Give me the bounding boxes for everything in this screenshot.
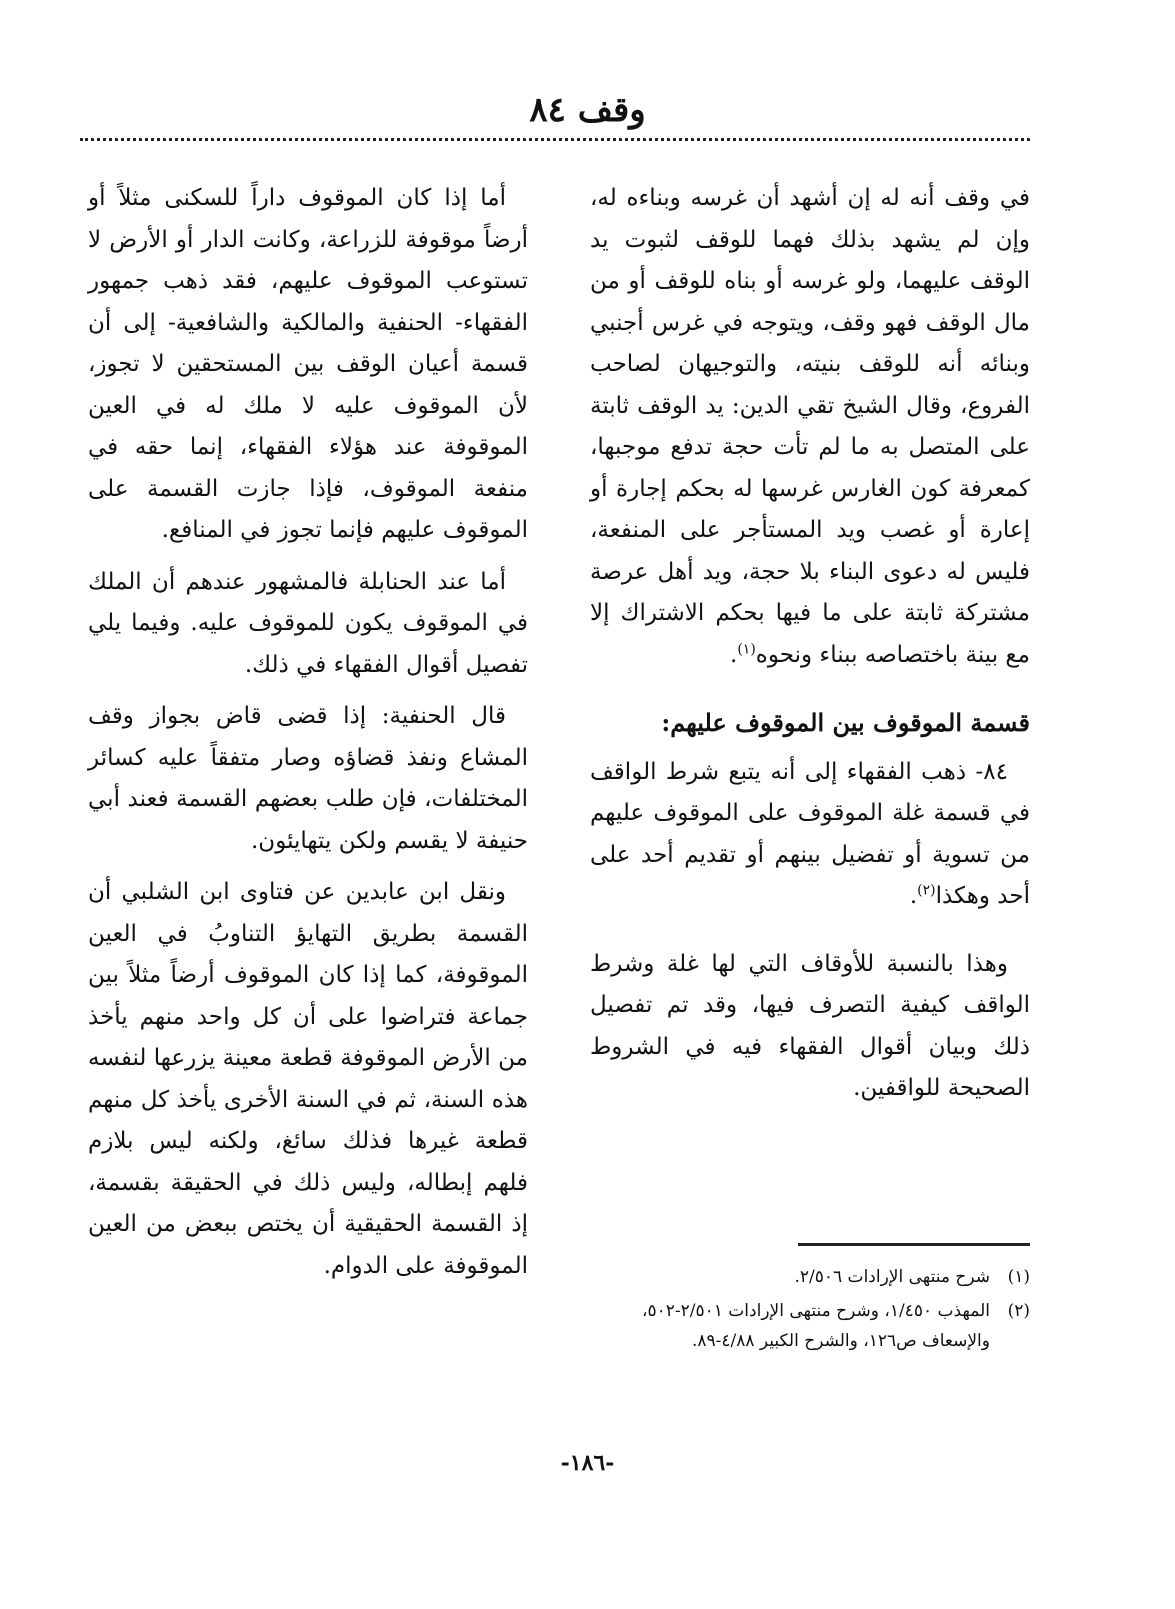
footnote-number: (٢) — [1007, 1301, 1030, 1321]
footnote-number: (١) — [1007, 1267, 1030, 1287]
right-paragraph-1: في وقف أنه له إن أشهد أن غرسه وبناءه له، وإن لم يشهد بذلك فهما للوقف لثبوت يد الوقف عليهما، ولو غرسه أو بناه للوقف أو من مال الوقف فهو وقف، ويتوجه في غرس أجنبي وبنائه أنه للوقف بنيته، والتوجيهان لصاحب الفروع، وقال الشيخ تقي الدين: يد الوقف ثابتة على المتصل به ما لم تأت حجة تدفع موجبها، كمعرفة كون الغارس غرسها له بحكم إجارة أو إعارة أو غصب ويد المستأجر على المنفعة، فليس له دعوى البناء بلا حجة، ويد أهل عرصة مشتركة ثابتة على ما فيها بحكم الاشتراك إلا مع بينة باختصاصه ببناء ونحوه$^{(١)}$. — [590, 185, 1030, 668]
right-paragraph-1-text: في وقف أنه له إن أشهد أن غرسه وبناءه له، وإن لم يشهد بذلك فهما للوقف لثبوت يد الوقف عليهما، ولو غرسه أو بناه للوقف أو من مال الوقف فهو وقف، ويتوجه في غرس أجنبي وبنائه أنه للوقف بنيته، والتوجيهان لصاحب الفروع، وقال الشيخ تقي الدين: يد الوقف ثابتة على المتصل به ما لم تأت حجة تدفع موجبها، كمعرفة كون الغارس غرسها له بحكم إجارة أو إعارة أو غصب ويد المستأجر على المنفعة، فليس له دعوى البناء بلا حجة، ويد أهل عرصة مشتركة ثابتة على ما فيها بحكم الاشتراك إلا مع بينة باختصاصه ببناء ونحوه — [590, 185, 1030, 668]
right-paragraph-2-text: ٨٤- ذهب الفقهاء إلى أنه يتبع شرط الواقف في قسمة غلة الموقوف على الموقوف عليهم من تسوية أو تفضيل بينهم أو تقديم أحد على أحد وهكذا — [590, 758, 1030, 909]
footnote-ref-2: (٢) — [917, 882, 936, 899]
right-paragraph-3: وهذا بالنسبة للأوقاف التي لها غلة وشرط الواقف كيفية التصرف فيها، وقد تم تفصيل ذلك وبيان أقوال الفقهاء فيه في الشروط الصحيحة للواقفين. — [590, 950, 1030, 1101]
footnote-divider — [798, 1243, 1030, 1246]
footnote-text: المهذب ١/٤٥٠، وشرح منتهى الإرادات ٢/٥٠١-٥٠٢، والإسعاف ص١٢٦، والشرح الكبير ٤/٨٨-٨٩. — [641, 1301, 990, 1351]
left-paragraph-1: أما إذا كان الموقوف داراً للسكنى مثلاً أو أرضاً موقوفة للزراعة، وكانت الدار أو الأرض لا تستوعب الموقوف عليهم، فقد ذهب جمهور الفقهاء- الحنفية والمالكية والشافعية- إلى أن قسمة أعيان الوقف بين المستحقين لا تجوز، لأن الموقوف عليه لا ملك له في العين الموقوفة عند هؤلاء الفقهاء، إنما حقه في منفعة الموقوف، فإذا جازت القسمة على الموقوف عليهم فإنما تجوز في المنافع. — [88, 185, 528, 543]
page-header: وقف ٨٤ — [529, 90, 646, 130]
footnote-item — [590, 1262, 1030, 1292]
footnote-ref-1: (١) — [737, 640, 756, 657]
page-number: -١٨٦- — [560, 1450, 615, 1476]
right-paragraph-2: ٨٤- ذهب الفقهاء إلى أنه يتبع شرط الواقف في قسمة غلة الموقوف على الموقوف عليهم من تسوية أو تفضيل بينهم أو تقديم أحد على أحد وهكذا$^{(٢)}$. — [590, 758, 1030, 909]
left-paragraph-3: قال الحنفية: إذا قضى قاض بجواز وقف المشاع ونفذ قضاؤه وصار متفقاً عليه كسائر المختلفات، فإن طلب بعضهم القسمة فعند أبي حنيفة لا يقسم ولكن يتهايئون. — [88, 703, 528, 854]
header-dotted-divider — [80, 138, 1030, 141]
left-paragraph-4: ونقل ابن عابدين عن فتاوى ابن الشلبي أن القسمة بطريق التهايؤ التناوبُ في العين الموقوفة، كما إذا كان الموقوف أرضاً مثلاً بين جماعة فتراضوا على أن كل واحد منهم يأخذ من الأرض الموقوفة قطعة معينة يزرعها لنفسه هذه السنة، ثم في السنة الأخرى يأخذ كل منهم قطعة غيرها فذلك سائغ، ولكنه ليس بلازم فلهم إبطاله، وليس ذلك في الحقيقة بقسمة، إذ القسمة الحقيقية أن يختص ببعض من العين الموقوفة على الدوام. — [88, 879, 528, 1279]
left-column — [88, 178, 528, 1297]
section-heading: قسمة الموقوف بين الموقوف عليهم: — [661, 708, 1030, 737]
left-paragraph-2: أما عند الحنابلة فالمشهور عندهم أن الملك في الموقوف يكون للموقوف عليه. وفيما يلي تفصيل أقوال الفقهاء في ذلك. — [88, 568, 528, 678]
footnote-item — [590, 1296, 1030, 1356]
footnotes — [590, 1262, 1030, 1360]
right-column — [590, 178, 1030, 1120]
footnote-text: شرح منتهى الإرادات ٢/٥٠٦. — [794, 1267, 990, 1287]
